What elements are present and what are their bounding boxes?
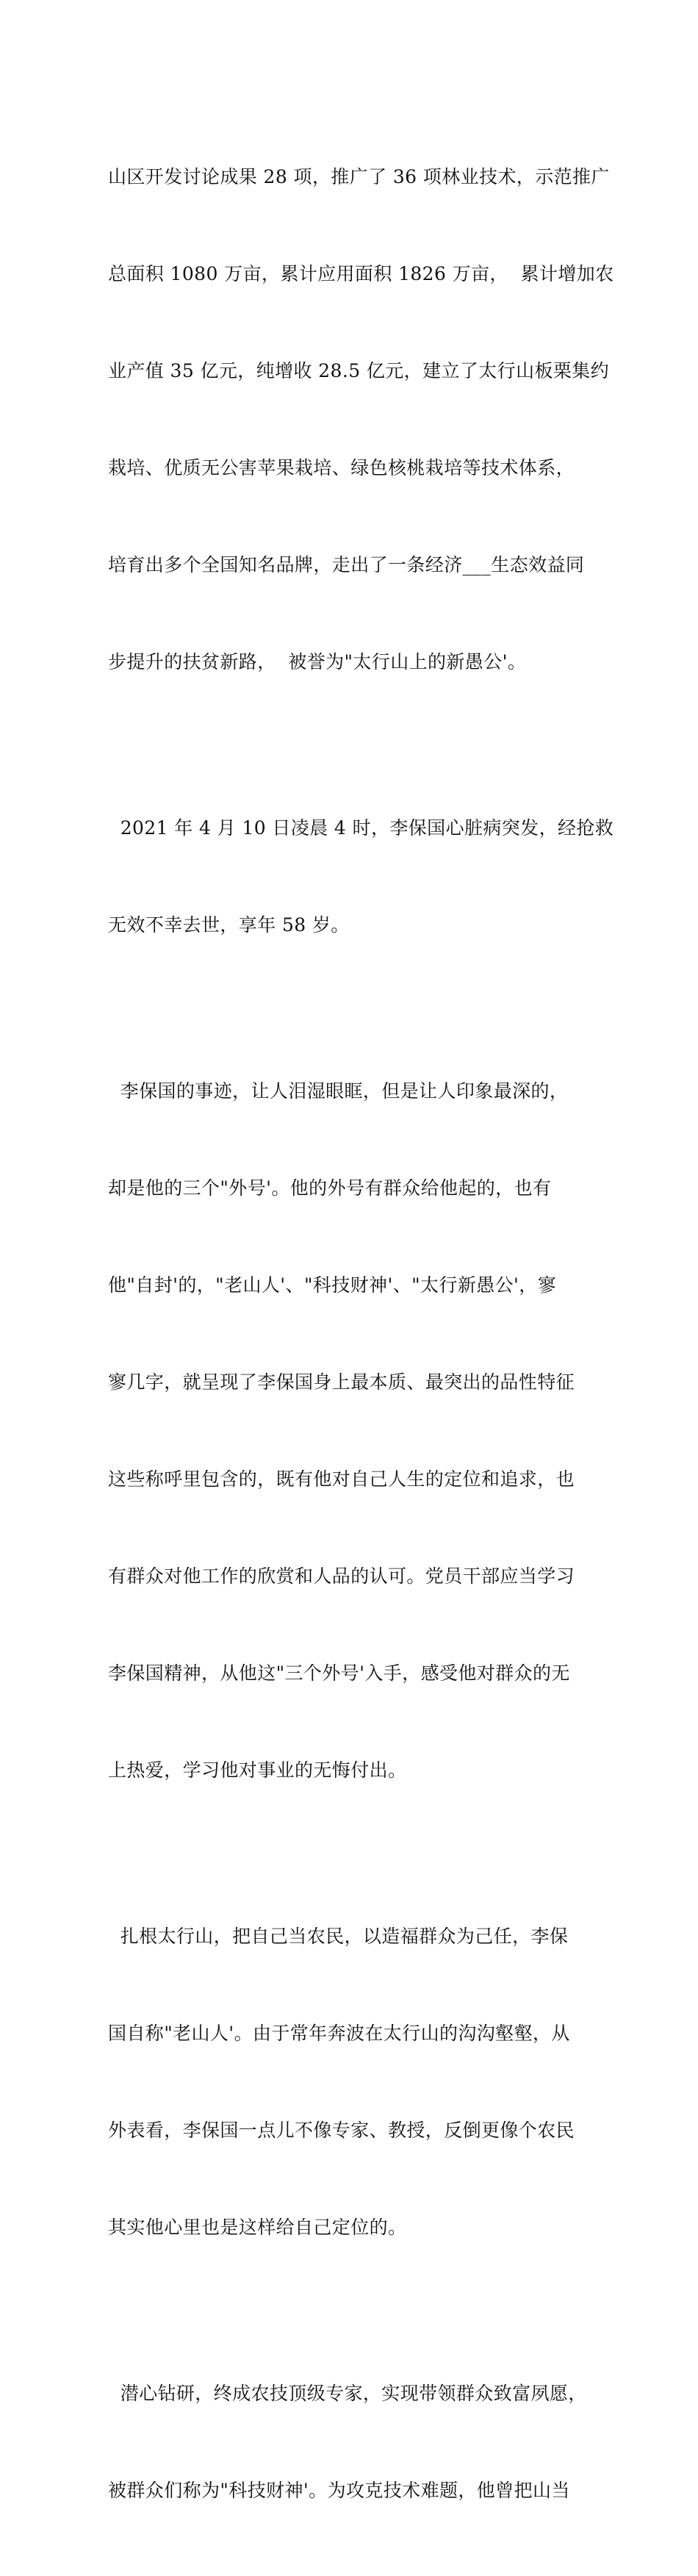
text-line: 这些称呼里包含的，既有他对自己人生的定位和追求，也 bbox=[108, 1468, 575, 1490]
document-body bbox=[108, 96, 614, 2576]
text-line: 被群众们称为"科技财神'。为攻克技术难题，他曾把山当 bbox=[108, 2480, 570, 2501]
text-line: 寥几字，就呈现了李保国身上最本质、最突出的品性特征 bbox=[108, 1371, 575, 1393]
text-line: 培育出多个全国知名品牌，走出了一条经济___生态效益同 bbox=[108, 554, 585, 575]
paragraph-tech-god-of-wealth bbox=[108, 2313, 600, 2572]
text-line: 步提升的扶贫新路， 被誉为"太行山上的新愚公'。 bbox=[108, 651, 527, 672]
paragraph-nicknames bbox=[108, 1011, 600, 1851]
text-line: 2021 年 4 月 10 日凌晨 4 时，李保国心脏病突发，经抢救 bbox=[108, 817, 614, 839]
text-line: 上热爱，学习他对事业的无悔付出。 bbox=[108, 1759, 407, 1781]
text-line: 外表看，李保国一点儿不像专家、教授，反倒更像个农民 bbox=[108, 2120, 575, 2141]
paragraph-passing bbox=[108, 747, 614, 1006]
text-line: 却是他的三个"外号'。他的外号有群众给他起的，也有 bbox=[108, 1177, 552, 1199]
text-line: 他"自封'的，"老山人'、"科技财神'、"太行新愚公'，寥 bbox=[108, 1274, 557, 1296]
paragraph-achievements bbox=[108, 96, 614, 743]
text-line: 业产值 35 亿元，纯增收 28.5 亿元，建立了太行山板栗集约 bbox=[108, 360, 610, 381]
text-line: 扎根太行山，把自己当农民，以造福群众为己任，李保 bbox=[108, 1926, 569, 1947]
text-line: 其实他心里也是这样给自己定位的。 bbox=[108, 2217, 407, 2238]
text-line: 李保国的事迹，让人泪湿眼眶，但是让人印象最深的， bbox=[108, 1080, 569, 1102]
text-line: 李保国精神，从他这"三个外号'入手，感受他对群众的无 bbox=[108, 1662, 570, 1684]
text-line: 国自称"老山人'。由于常年奔波在太行山的沟沟壑壑，从 bbox=[108, 2023, 570, 2044]
text-line: 潜心钻研，终成农技顶级专家，实现带领群众致富夙愿， bbox=[108, 2383, 587, 2404]
text-line: 栽培、优质无公害苹果栽培、绿色核桃栽培等技术体系， bbox=[108, 457, 575, 478]
text-line: 山区开发讨论成果 28 项，推广了 36 项林业技术，示范推广 bbox=[108, 166, 610, 187]
text-line: 总面积 1080 万亩，累计应用面积 1826 万亩， 累计增加农 bbox=[108, 263, 614, 284]
paragraph-old-mountain-man bbox=[108, 1856, 600, 2308]
text-line: 有群众对他工作的欣赏和人品的认可。党员干部应当学习 bbox=[108, 1565, 575, 1587]
text-line: 无效不幸去世，享年 58 岁。 bbox=[108, 914, 350, 936]
